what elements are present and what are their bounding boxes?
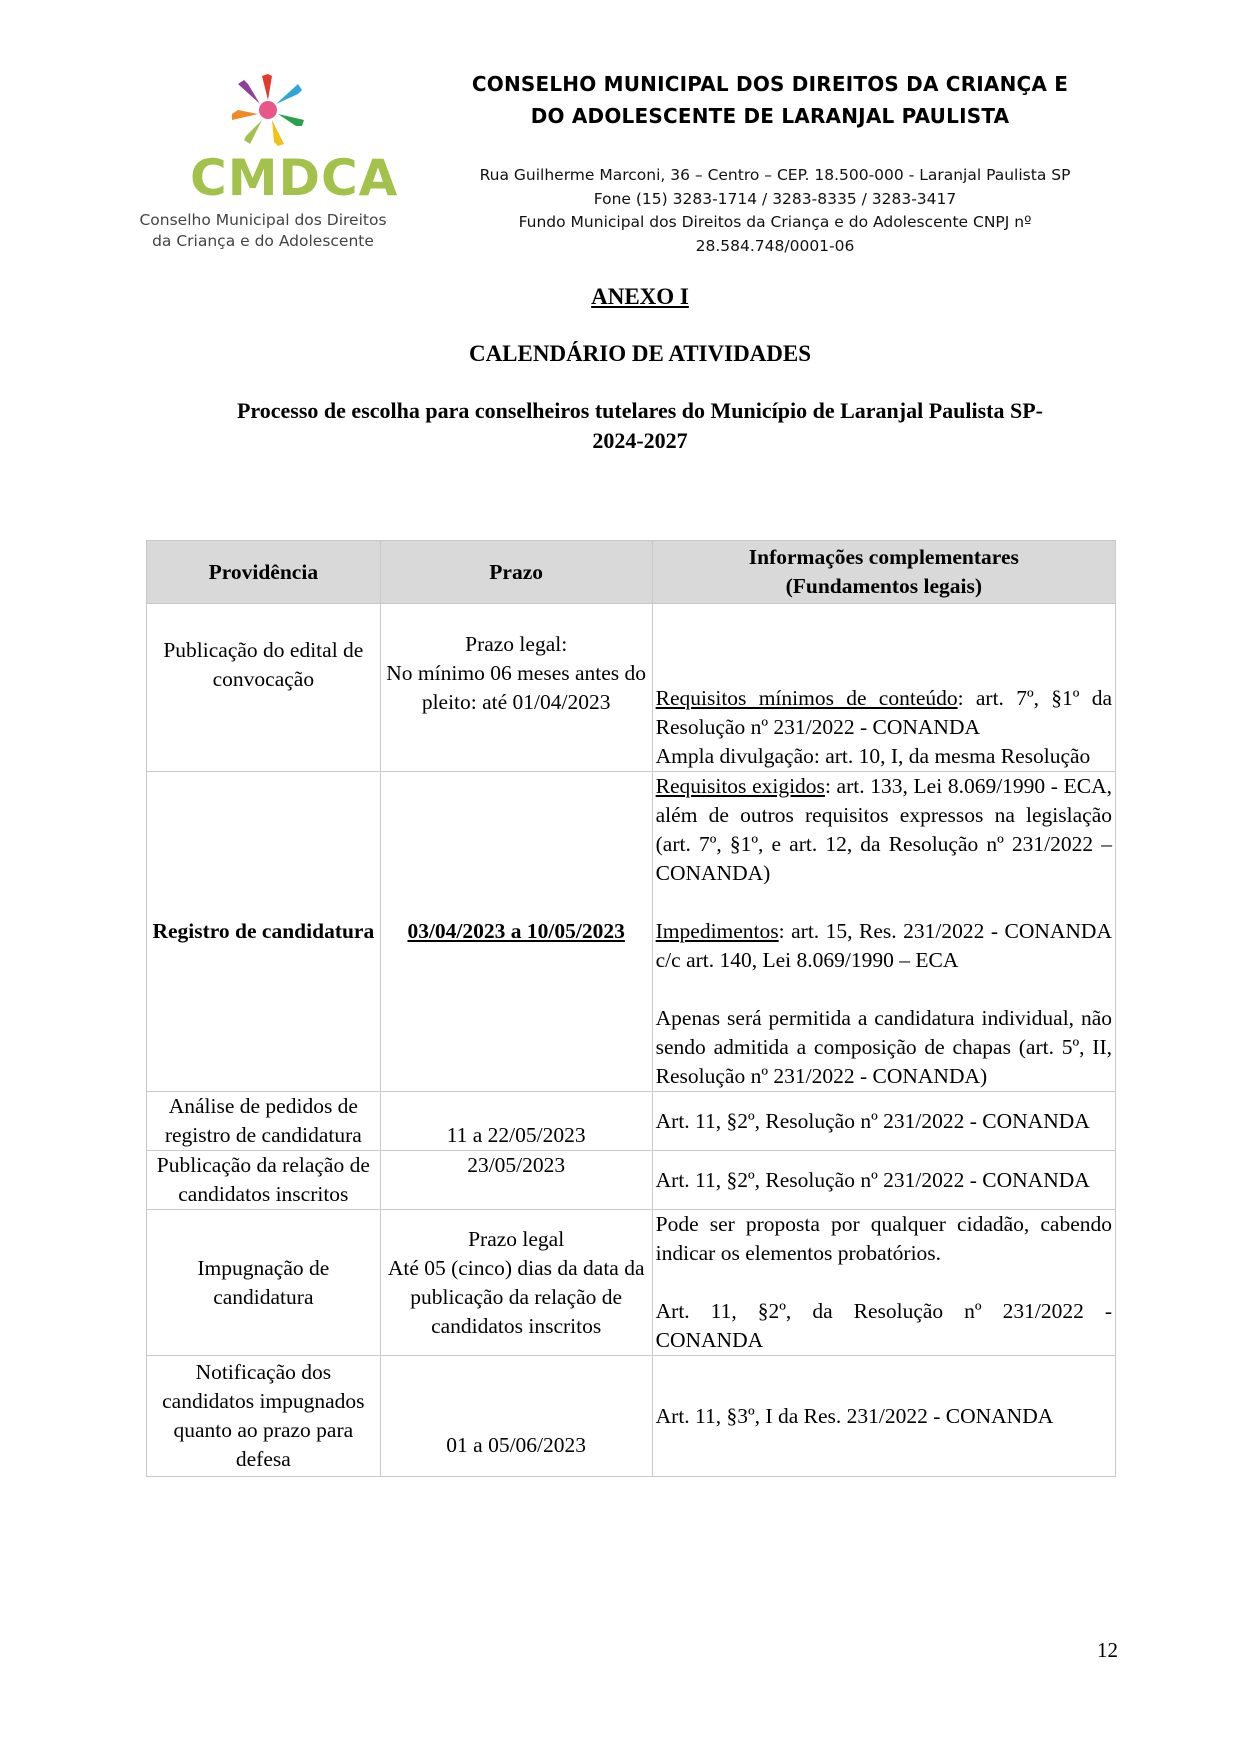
row5-prazo-line1: Prazo legal — [468, 1226, 565, 1251]
council-address — [430, 164, 1120, 258]
header-informacoes-line1: Informações complementares — [748, 545, 1019, 569]
row2-info-text1: : art. 133, Lei 8.069/1990 - ECA, além de outros requisitos expressos na legislação (art. 7º, §1º, e art. 12, da Resolução nº 231/2022 – CONANDA) — [655, 774, 1112, 885]
council-name-line1: CONSELHO MUNICIPAL DOS DIREITOS DA CRIANÇA E — [471, 72, 1069, 96]
cell-informacoes — [652, 1092, 1115, 1151]
logo-subtitle-line2: da Criança e do Adolescente — [152, 232, 374, 250]
address-line1: Rua Guilherme Marconi, 36 – Centro – CEP. 18.500-000 - Laranjal Paulista SP — [479, 166, 1071, 184]
page-number: 12 — [1097, 1638, 1118, 1662]
row2-prazo: 03/04/2023 a 10/05/2023 — [407, 919, 625, 943]
row4-providencia: Publicação da relação de candidatos inscritos — [156, 1153, 370, 1206]
row4-info: Art. 11, §2º, Resolução nº 231/2022 - CONANDA — [655, 1167, 1090, 1192]
row6-prazo: 01 a 05/06/2023 — [446, 1432, 587, 1457]
table-row — [147, 604, 1116, 772]
process-title-line1: Processo de escolha para conselheiros tutelares do Município de Laranjal Paulista SP- — [236, 398, 1044, 423]
cell-informacoes — [652, 1210, 1115, 1356]
row2-info-para1 — [656, 772, 1112, 888]
header-informacoes-line2: (Fundamentos legais) — [785, 574, 983, 598]
council-name-line2: DO ADOLESCENTE DE LARANJAL PAULISTA — [530, 104, 1010, 128]
table-row — [147, 772, 1116, 1092]
row2-info-para2 — [656, 917, 1112, 975]
cell-providencia — [147, 604, 381, 772]
cell-informacoes — [652, 604, 1115, 772]
row1-info-text1: : art. 7º, §1º da Resolução nº 231/2022 - CONANDA — [655, 686, 1112, 739]
row5-prazo-line2: Até 05 (cinco) dias da data da publicação da relação de — [387, 1255, 645, 1309]
table-header-row — [147, 541, 1116, 604]
table-row — [147, 1210, 1116, 1356]
row5-info-text2: Art. 11, §2º, da Resolução nº 231/2022 - CONANDA — [655, 1299, 1112, 1352]
paragraph-gap — [656, 975, 1112, 1004]
table-row — [147, 1151, 1116, 1210]
row2-info-underlined1: Requisitos exigidos — [655, 774, 825, 798]
row3-info: Art. 11, §2º, Resolução nº 231/2022 - CONANDA — [655, 1108, 1090, 1133]
row1-info-underlined: Requisitos mínimos de conteúdo — [655, 686, 958, 710]
cell-prazo — [380, 1210, 652, 1356]
cell-providencia — [147, 1092, 381, 1151]
hands-logo-icon — [228, 70, 308, 150]
row3-prazo: 11 a 22/05/2023 — [446, 1123, 586, 1147]
cell-prazo — [380, 604, 652, 772]
process-title-line2: 2024-2027 — [592, 428, 688, 453]
cell-prazo — [380, 1092, 652, 1151]
row1-info-para1 — [656, 684, 1112, 742]
row2-info-text2: : art. 15, Res. 231/2022 - CONANDA c/c art. 140, Lei 8.069/1990 – ECA — [655, 919, 1112, 972]
cell-prazo — [380, 772, 652, 1092]
paragraph-gap — [656, 1268, 1112, 1297]
row5-prazo-line3: candidatos inscritos — [431, 1313, 602, 1338]
address-line3: Fundo Municipal dos Direitos da Criança e do Adolescente CNPJ nº — [518, 213, 1032, 231]
row5-providencia: Impugnação de candidatura — [197, 1255, 330, 1309]
logo-subtitle-line1: Conselho Municipal dos Direitos — [139, 211, 387, 229]
row1-prazo-line1: Prazo legal: — [465, 632, 568, 656]
annex-title: ANEXO I — [591, 284, 689, 309]
header-informacoes — [652, 541, 1115, 604]
row1-prazo-line2: No mínimo 06 meses antes do pleito: até 01/04/2023 — [386, 661, 647, 714]
table-row — [147, 1092, 1116, 1151]
cell-providencia — [147, 1356, 381, 1477]
row2-info-underlined2: Impedimentos — [655, 919, 779, 943]
cell-informacoes — [652, 1151, 1115, 1210]
cell-providencia — [147, 1210, 381, 1356]
row4-prazo: 23/05/2023 — [467, 1153, 566, 1177]
row3-providencia: Análise de pedidos de registro de candidatura — [164, 1094, 362, 1147]
council-header — [430, 68, 1110, 132]
address-line4: 28.584.748/0001-06 — [695, 236, 855, 255]
cell-providencia — [147, 1151, 381, 1210]
cell-informacoes — [652, 772, 1115, 1092]
row2-info-text3: Apenas será permitida a candidatura individual, não sendo admitida a composição de chapas (art. 5º, II, Resolução nº 231/2022 - CONANDA) — [655, 1006, 1112, 1088]
logo-subtitle — [138, 210, 388, 252]
address-line2: Fone (15) 3283-1714 / 3283-8335 / 3283-3417 — [593, 189, 957, 208]
calendar-title: CALENDÁRIO DE ATIVIDADES — [468, 341, 812, 366]
cell-prazo — [380, 1356, 652, 1477]
cell-prazo — [380, 1151, 652, 1210]
cell-informacoes — [652, 1356, 1115, 1477]
cell-providencia — [147, 772, 381, 1092]
row1-providencia: Publicação do edital de convocação — [163, 637, 364, 691]
row5-info-text1: Pode ser proposta por qualquer cidadão, cabendo indicar os elementos probatórios. — [655, 1212, 1112, 1265]
row2-providencia: Registro de candidatura — [152, 919, 375, 943]
table-row — [147, 1356, 1116, 1477]
row6-info: Art. 11, §3º, I da Res. 231/2022 - CONANDA — [655, 1404, 1054, 1428]
cmdca-logo — [138, 62, 399, 252]
process-title — [160, 396, 1120, 456]
row6-providencia: Notificação dos candidatos impugnados quanto ao prazo para defesa — [162, 1360, 365, 1471]
header-prazo: Prazo — [380, 541, 652, 604]
header-providencia: Providência — [147, 541, 381, 604]
paragraph-gap — [656, 888, 1112, 917]
activities-table — [146, 540, 1116, 1477]
row1-info-text2: Ampla divulgação: art. 10, I, da mesma Resolução — [655, 744, 1091, 768]
logo-acronym: CMDCA — [190, 149, 399, 207]
